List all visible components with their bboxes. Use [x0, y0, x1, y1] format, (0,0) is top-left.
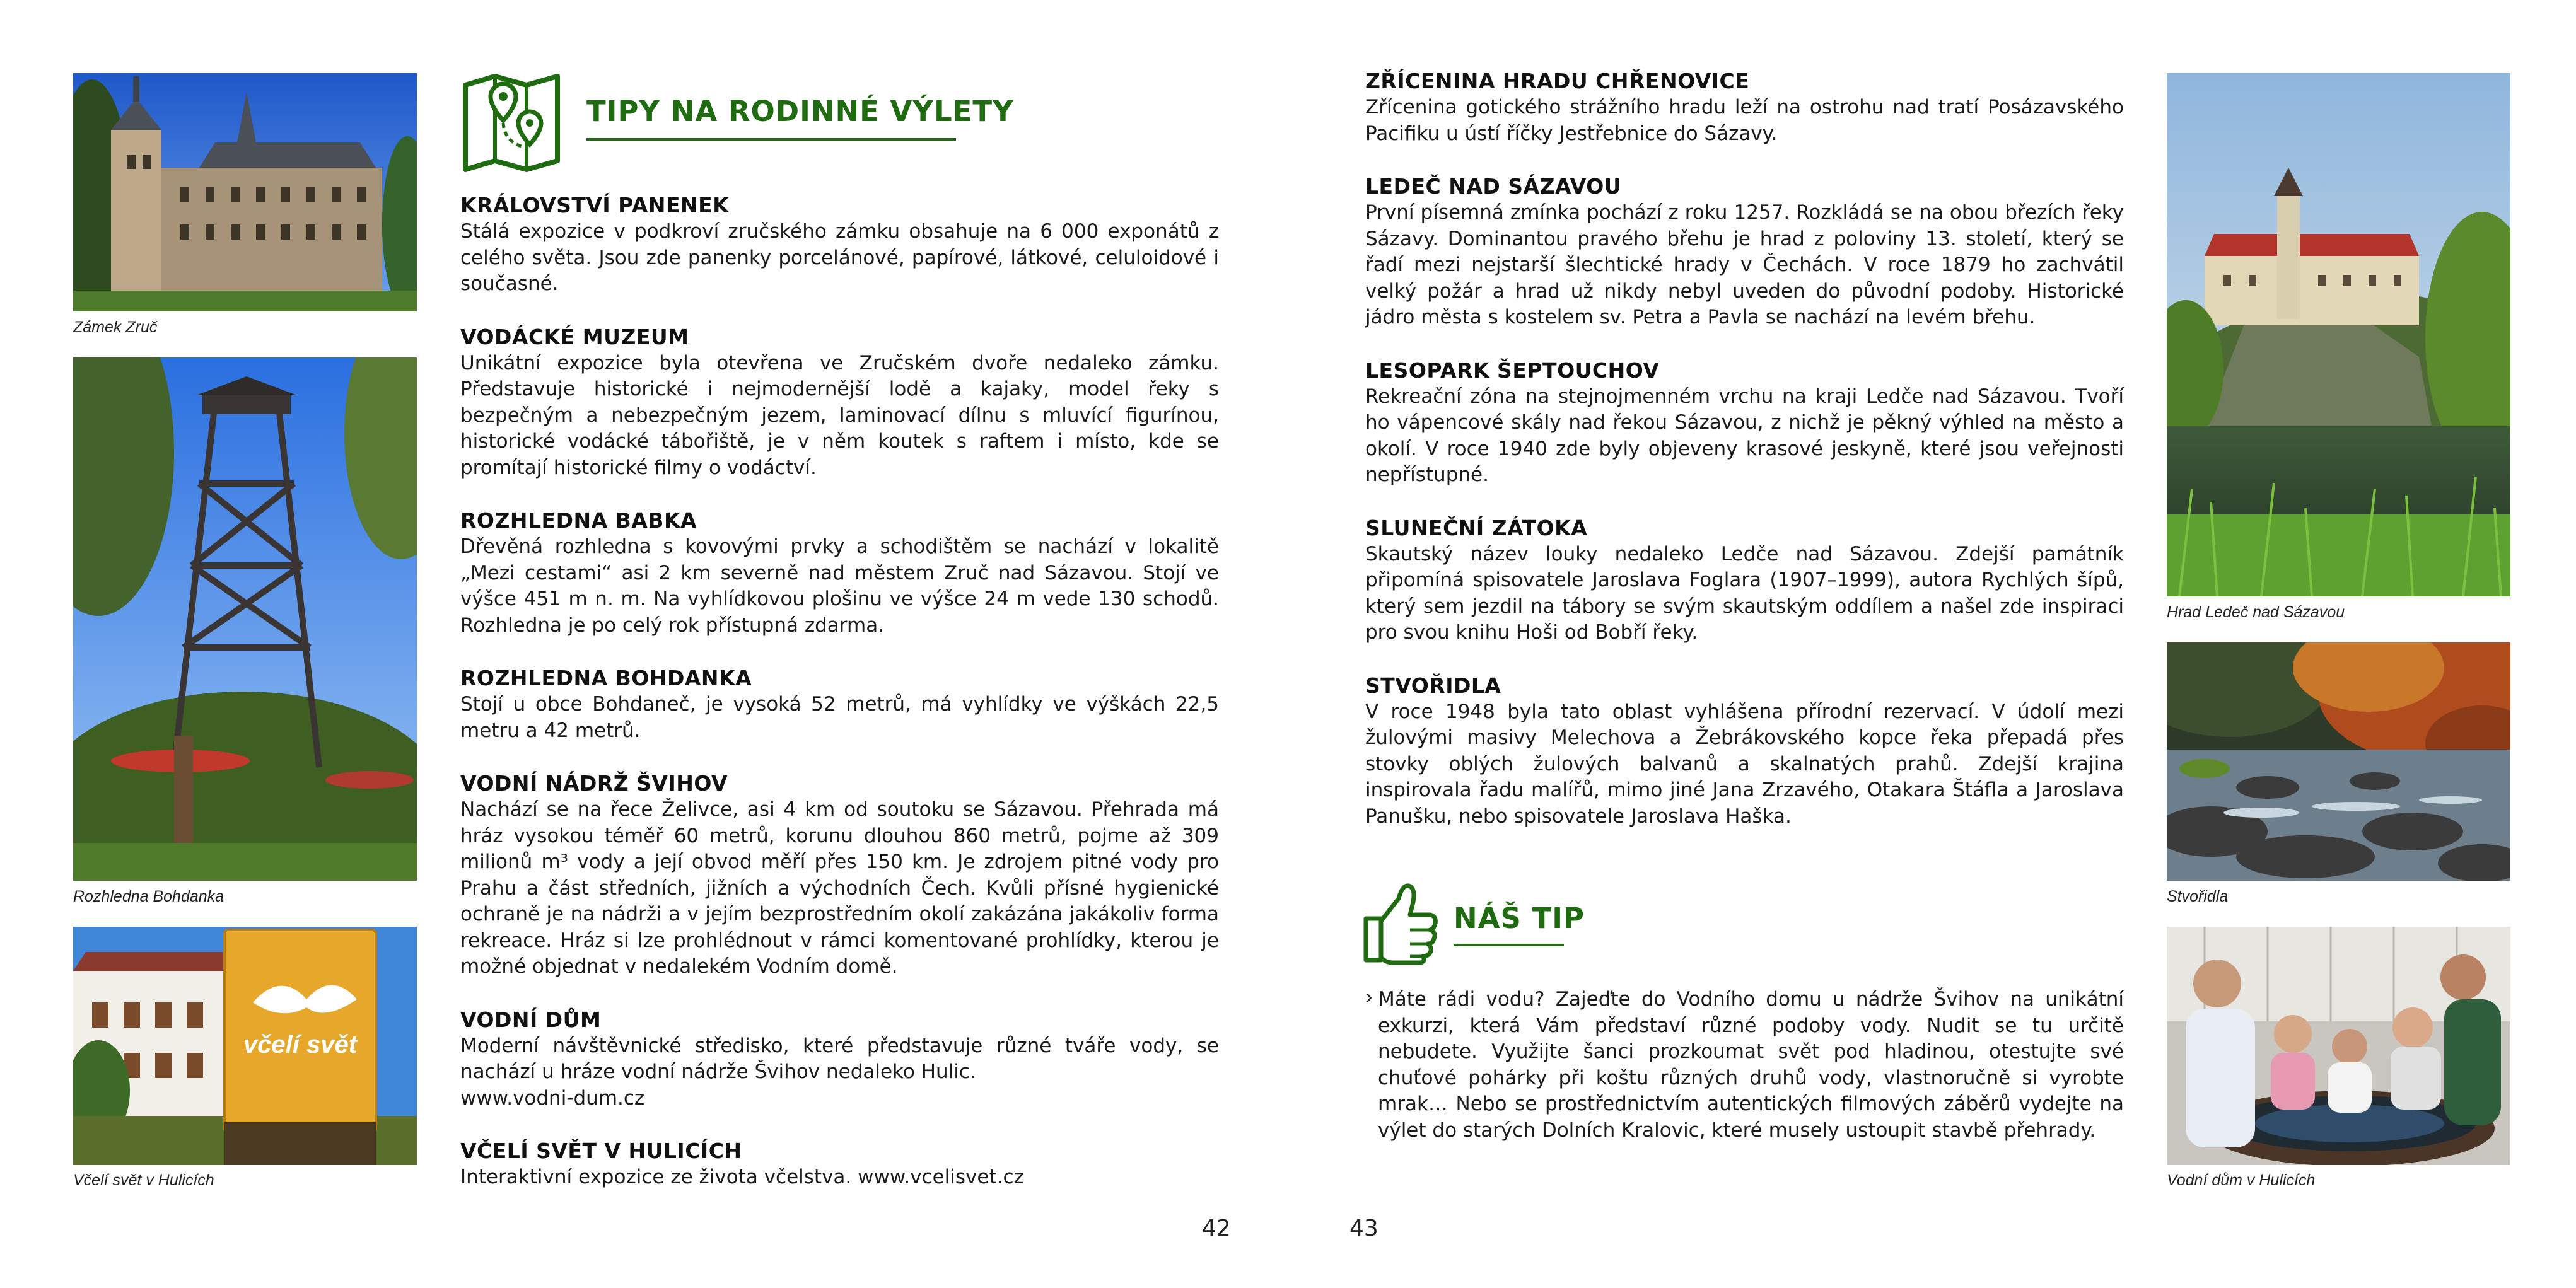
- section-slunecni-zatoka: [1365, 515, 2124, 646]
- section-body: Stojí u obce Bohdaneč, je vysoká 52 metrů, má vyhlídky ve výškách 22,5 metru a 42 metrů.: [460, 693, 1219, 742]
- photo-caption: Zámek Zruč: [73, 318, 158, 336]
- photo-vodni-dum: [2167, 927, 2510, 1165]
- heading-nas-tip: NÁŠ TIP: [1454, 902, 1585, 935]
- section-vodacke-muzeum: [460, 324, 1219, 482]
- section-title: SLUNEČNÍ ZÁTOKA: [1365, 515, 1588, 540]
- section-vceli-svet: [460, 1138, 1219, 1191]
- photo-caption: Včelí svět v Hulicích: [73, 1171, 214, 1189]
- section-rozhledna-bohdanka: [460, 665, 1219, 744]
- heading-tipy: TIPY NA RODINNÉ VÝLETY: [586, 95, 1014, 128]
- section-body: Rekreační zóna na stejnojmenném vrchu na kraji Ledče nad Sázavou. Tvoří ho vápencové skály nad řekou Sázavou, z nichž je pěkný výhled na město a okolí. V roce 1940 zde byly objeveny krasové jeskyně, které jsou veřejnosti nepřístupné.: [1365, 385, 2124, 486]
- photo-rozhledna-bohdanka: [73, 357, 417, 881]
- page-number-left: 42: [1202, 1215, 1231, 1241]
- section-title: VČELÍ SVĚT V HULICÍCH: [460, 1139, 742, 1163]
- section-body: Moderní návštěvnické středisko, které představuje různé tváře vody, se nachází u hráze vodní nádrže Švihov nedaleko Hulic. www.vodni-dum.cz: [460, 1034, 1219, 1110]
- section-title: LESOPARK ŠEPTOUCHOV: [1365, 357, 1660, 383]
- section-body: Skautský název louky nedaleko Ledče nad Sázavou. Zdejší památník připomíná spisovatele Jaroslava Foglara (1907–1999), autora Rychlých šípů, který sem jezdil na tábory se svým skautským oddílem a našel zde inspiraci pro svou knihu Hoši od Bobří řeky.: [1365, 542, 2124, 644]
- section-stvoridla: [1365, 673, 2124, 830]
- photo-caption: Vodní dům v Hulicích: [2167, 1171, 2316, 1189]
- section-body: Stálá expozice v podkroví zručského zámku obsahuje na 6 000 exponátů z celého světa. Jsou zde panenky porcelánové, papírové, látkové, celuloidové i současné.: [460, 220, 1219, 295]
- photo-stvoridla: [2167, 642, 2510, 881]
- photo-caption: Stvořidla: [2167, 888, 2229, 905]
- section-title: ROZHLEDNA BABKA: [460, 508, 697, 533]
- left-text-column: [460, 192, 1219, 1217]
- right-text-column: [1365, 68, 2124, 856]
- photo-zamek-zruc: [73, 73, 417, 311]
- photo-vceli-svet: [73, 927, 417, 1165]
- section-title: LEDEČ NAD SÁZAVOU: [1365, 174, 1622, 199]
- section-vodni-nadrz-svihov: [460, 770, 1219, 980]
- section-rozhledna-babka: [460, 508, 1219, 639]
- heading-underline: [586, 138, 956, 141]
- section-chrenovice: [1365, 68, 2124, 147]
- tip-heading: [1454, 902, 1585, 935]
- section-ledec: [1365, 173, 2124, 331]
- section-septouchov: [1365, 357, 2124, 489]
- section-body: Dřevěná rozhledna s kovovými prvky a schodištěm se nachází v lokalitě „Mezi cestami“ asi 2 km severně nad městem Zruč nad Sázavou. Stojí ve výšce 451 m n. m. Na vyhlídkovou plošinu ve výšce 24 m vede 130 schodů. Rozhledna je po celý rok přístupná zdarma.: [460, 535, 1219, 637]
- map-pin-icon: [460, 73, 562, 173]
- section-body: Unikátní expozice byla otevřena ve Zručském dvoře nedaleko zámku. Představuje historické i nejmodernější lodě a kajaky, model řeky s bezpečným a nebezpečným jezem, laminovací dílnu s mluvící figurínou, historické vodácké tábořiště, je v něm koutek s raftem i místo, kde se promítají historické filmy o vodáctví.: [460, 351, 1219, 479]
- photo-caption: Rozhledna Bohdanka: [73, 888, 224, 905]
- section-vodni-dum: [460, 1007, 1219, 1112]
- section-title: KRÁLOVSTVÍ PANENEK: [460, 193, 730, 218]
- vceli-svet-sign-text: včelí svět: [243, 1031, 358, 1059]
- page-number-right: 43: [1349, 1215, 1378, 1241]
- section-title: ROZHLEDNA BOHDANKA: [460, 666, 752, 690]
- section-body: V roce 1948 byla tato oblast vyhlášena přírodní rezervací. V údolí mezi žulovými masivy Melechova a Žebrákovského kopce řeka přepadá přes stovky oblých žulových balvanů a skalnatých prahů. Zdejší krajina inspirovala řadu malířů, mimo jiné Jana Zrzavého, Otakara Štáfla a Jaroslava Panušku, nebo spisovatele Jaroslava Haška.: [1365, 700, 2124, 828]
- section-title: VODNÍ DŮM: [460, 1007, 602, 1032]
- section-kralovstvi-panenek: [460, 192, 1219, 298]
- tip-bullet-marker: ›: [1365, 985, 1373, 1009]
- section-title: VODÁCKÉ MUZEUM: [460, 324, 689, 349]
- photo-caption: Hrad Ledeč nad Sázavou: [2167, 603, 2345, 621]
- thumbs-up-icon: [1362, 879, 1441, 965]
- section-title: ZŘÍCENINA HRADU CHŘENOVICE: [1365, 69, 1750, 93]
- section-body: Nachází se na řece Želivce, asi 4 km od soutoku se Sázavou. Přehrada má hráz vysokou téměř 60 metrů, korunu dlouhou 860 metrů, pojme až 309 milionů m³ vody a její obvod měří přes 150 km. Je zdrojem pitné vody pro Prahu a část středních, jižních a východních Čech. Kvůli přísné hygienické ochraně je na nádrži a v jejím bezprostředním okolí zakázána jakákoliv forma rekreace. Hráz si lze prohlédnout v rámci komentované prohlídky, kterou je možné objednat v nedalekém Vodním domě.: [460, 798, 1219, 978]
- section-heading: [586, 95, 1014, 128]
- section-body: Zřícenina gotického strážního hradu leží na ostrohu nad tratí Posázavského Pacifiku u ústí říčky Jestřebnice do Sázavy.: [1365, 96, 2124, 145]
- section-title: VODNÍ NÁDRŽ ŠVIHOV: [460, 771, 728, 796]
- section-title: STVOŘIDLA: [1365, 673, 1501, 698]
- section-body: První písemná zmínka pochází z roku 1257. Rozkládá se na obou březích řeky Sázavy. Dominantou pravého břehu je hrad z poloviny 13. století, který se řadí mezi nejstarší šlechtické hrady v Čechách. V roce 1879 ho zachvátil velký požár a hrad už nikdy nebyl uveden do původní podoby. Historické jádro města s kostelem sv. Petra a Pavla se nachází na levém břehu.: [1365, 201, 2124, 328]
- tip-text: Máte rádi vodu? Zajeďte do Vodního domu u nádrže Švihov na unikátní exkurzi, která Vám představí různé podoby vody. Nudit se tu určitě nebudete. Využijte šanci prozkoumat svět pod hladinou, otestujte své chuťové pohárky při koštu různých druhů vody, vlastnoručně si vyrobte mrak… Nebo se prostřednictvím autentických filmových záběrů vydejte na výlet do starých Dolních Kralovic, které musely ustoupit stavbě přehrady.: [1378, 988, 2124, 1142]
- photo-hrad-ledec: [2167, 73, 2510, 596]
- heading-underline: [1454, 944, 1564, 946]
- section-body: Interaktivní expozice ze života včelstva. www.vcelisvet.cz: [460, 1166, 1024, 1188]
